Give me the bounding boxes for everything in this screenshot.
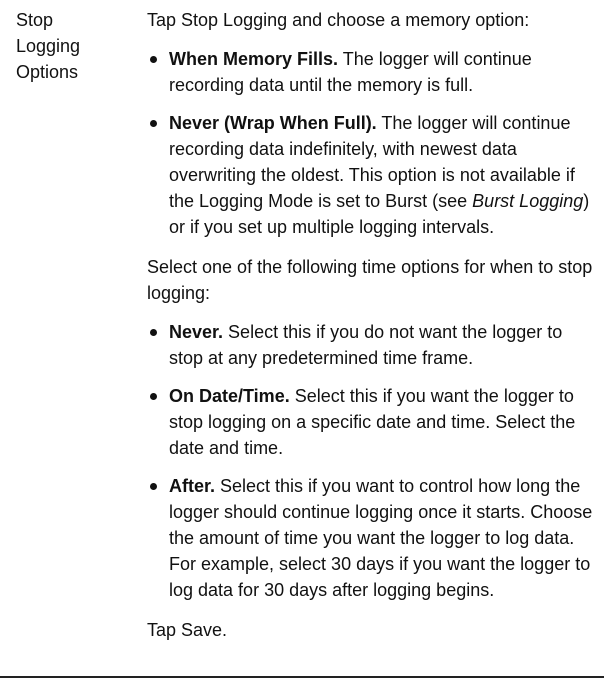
section-label-line1: Stop <box>16 10 54 30</box>
time-option-after <box>147 473 597 603</box>
option-description: The logger will continue recording data until the memory is full. <box>169 49 532 95</box>
option-description: Select this if you want to control how long the logger should continue logging once it starts. Choose the amount of time you want the logger to log data. For example, select 30 days if you want the logger to log data for 30 days after logging begins. <box>169 476 593 600</box>
option-term: On Date/Time. <box>169 386 290 406</box>
section-label <box>16 7 126 85</box>
option-term: When Memory Fills. <box>169 49 339 69</box>
memory-options-list <box>147 46 597 240</box>
time-options-list <box>147 319 597 603</box>
section-label-line3: Options <box>16 62 79 82</box>
memory-option-when-memory-fills <box>147 46 597 98</box>
time-option-on-date-time <box>147 383 597 461</box>
option-description: Select this if you do not want the logger to stop at any predetermined time frame. <box>169 322 563 368</box>
bottom-divider <box>0 676 604 678</box>
option-term: Never (Wrap When Full). <box>169 113 377 133</box>
bullet-icon <box>150 56 157 63</box>
time-option-never <box>147 319 597 371</box>
time-intro-paragraph: Select one of the following time options for when to stop logging: <box>147 257 593 303</box>
memory-option-never-wrap <box>147 110 597 240</box>
burst-logging-reference: Burst Logging <box>472 191 584 211</box>
option-description: Select this if you want the logger to stop logging on a specific date and time. Select the date and time. <box>169 386 576 458</box>
bullet-icon <box>150 393 157 400</box>
bullet-icon <box>150 329 157 336</box>
bullet-icon <box>150 120 157 127</box>
intro-paragraph: Tap Stop Logging and choose a memory option: <box>147 10 530 30</box>
final-instruction: Tap Save. <box>147 620 228 640</box>
section-label-line2: Logging <box>16 36 81 56</box>
option-description-end: ) or if you set up multiple logging intervals. <box>169 191 590 237</box>
section-content <box>147 7 597 656</box>
option-term: Never. <box>169 322 224 342</box>
option-description: The logger will continue recording data indefinitely, with newest data overwriting the oldest. This option is not available if the Logging Mode is set to Burst (see <box>169 113 575 211</box>
option-term: After. <box>169 476 216 496</box>
bullet-icon <box>150 483 157 490</box>
